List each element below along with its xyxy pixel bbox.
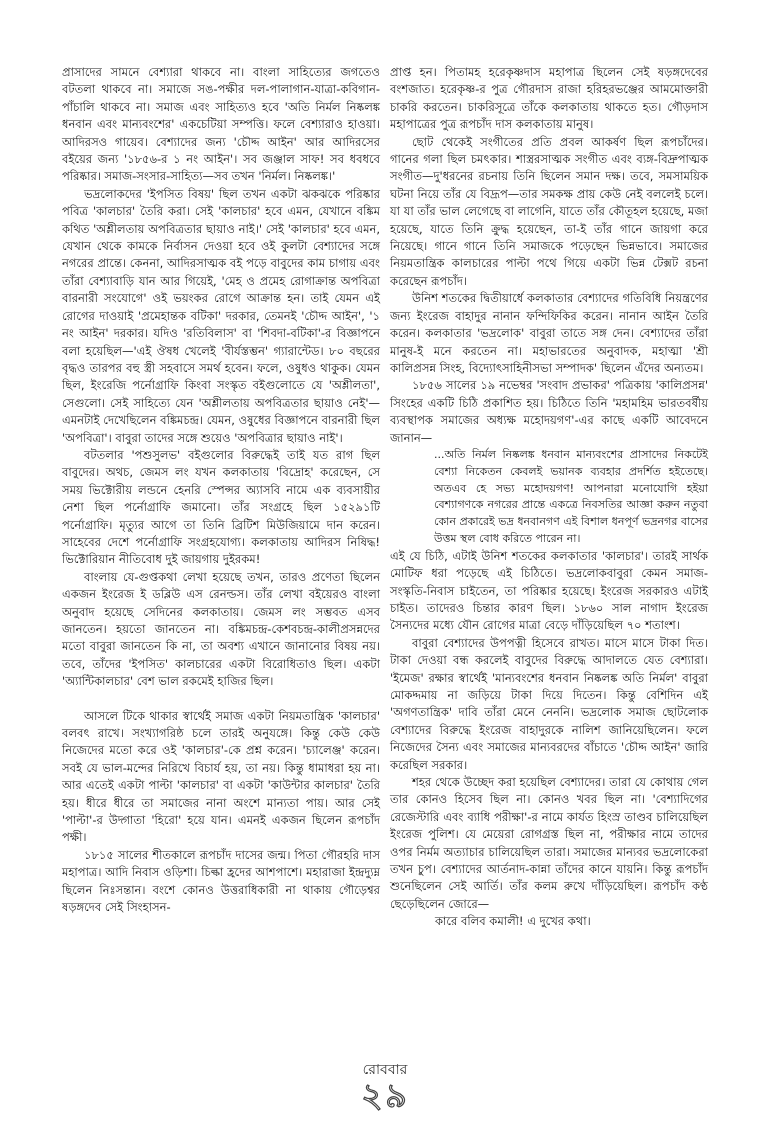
paragraph: প্রাপ্ত হন। পিতামহ হরেকৃষ্ণদাস মহাপাত্র ছিলেন সেই ষড়ঙ্গদেবের বংশজাত। হরেকৃষ্ণ-র পুত্র গৌরদাস রাজা হরিহরভঞ্জের আমমোক্তারী চাকরি করতেন। চাকরিসূত্রে তাঁকে কলকাতায় থাকতে হত। গৌড়দাস মহাপাত্রের পুত্র রূপচাঁদ দাস কলকাতায় মানুষ। bbox=[390, 65, 708, 132]
paragraph: আসলে টিকে থাকার স্বার্থেই সমাজ একটা নিয়মতান্ত্রিক 'কালচার' বলবৎ রাখে। সংখ্যাগরিষ্ঠ চলে তারই অনুযঙ্গে। কিন্তু কেউ কেউ নিজেদের মতো করে ওই 'কালচার'-কে প্রশ্ন করেন। 'চ্যালেঞ্জ' করেন। সবই যে ভাল-মন্দের নিরিখে বিচার্য হয়, তা নয়। কিন্তু ধামাধরা হয় না। আর এতেই একটা পাল্টা 'কালচার' বা একটা 'কাউন্টার কালচার' তৈরি হয়। ধীরে ধীরে তা সমাজের নানা অংশে মান্যতা পায়। আর সেই 'পাল্টা'-র উদ্গাতা 'হিরো' হয়ে যান। এমনই একজন ছিলেন রূপচাঁদ পক্ষী। bbox=[62, 708, 380, 845]
article-column-left bbox=[62, 64, 380, 917]
verse-line: কারে বলিব কমালী! এ দুখের কথা। bbox=[435, 914, 591, 929]
paragraph: এই যে চিঠি, এটাই উনিশ শতকের কলকাতার 'কালচার'। তারই সার্থক মোটিফ ধরা পড়েছে এই চিঠিতে। ভদ্রলোকবাবুরা কেমন সমাজ-সংস্কৃতি-নিবাস চাইতেন, তা পরিষ্কার হয়েছে। ইংরেজ সরকারও এটাই চাইত। তাদেরও চিন্তার কারণ ছিল। ১৮৬০ সাল নাগাদ ইংরেজ সৈন্যদের মধ্যে যৌন রোগের মাত্রা বেড়ে দাঁড়িয়েছিল ৭০ শতাংশ। bbox=[390, 548, 708, 633]
paragraph: বাংলায় যে-গুপ্তকথা লেখা হয়েছে তখন, তারও প্রণেতা ছিলেন একজন ইংরেজ ই ডব্লিউ এস রেনল্ডস। তাঁর লেখা বইয়েরও বাংলা অনুবাদ হয়েছে সেদিনের কলকাতায়। জেমস লং সম্ভবত এসব জানতেন। হয়তো জানতেন না। বঙ্কিমচন্দ্র-কেশবচন্দ্র-কালীপ্রসন্নদের মতো বাবুরা জানতেন কি না, তা অবশ্য এখানে জানানোর বিষয় নয়। তবে, তাঁদের 'ইপসিত' কালচারের একটা বিরোধিতাও ছিল। একটা 'অ্যান্টিকালচার' বেশ ভাল রকমেই হাজির ছিল। bbox=[62, 569, 380, 689]
footer-label: রোববার bbox=[362, 1062, 408, 1078]
paragraph: শহর থেকে উচ্ছেদ করা হয়েছিল বেশ্যাদের। তারা যে কোথায় গেল তার কোনও হিসেব ছিল না। কোনও খবর ছিল না। 'বেশ্যাদিগের রেজেস্টারি এবং ব্যাধি পরীক্ষা'-র নামে কার্যত হিংস্র তাণ্ডব চালিয়েছিল ইংরেজ পুলিশ। যে মেয়েরা রোগগ্রস্ত ছিল না, পরীক্ষার নামে তাদের ওপর নির্মম অত্যাচার চালিয়েছিল তারা। সমাজের মান্যবর ভদ্রলোকেরা তখন চুপ। বেশ্যাদের আর্তনাদ-কান্না তাঁদের কানে যায়নি। কিন্তু রূপচাঁদ শুনেছিলেন সেই আর্তি। তাঁর কলম রুখে দাঁড়িয়েছিল। রূপচাঁদ কণ্ঠ ছেড়েছিলেন জোরে— bbox=[390, 775, 708, 911]
paragraph: বাবুরা বেশ্যাদের উপপত্নী হিসেবে রাখত। মাসে মাসে টাকা দিত। টাকা দেওয়া বন্ধ করলেই বাবুদের বিরুদ্ধে আদালতে যেত বেশ্যারা। 'ইমেজ' রক্ষার স্বার্থেই 'মান্যবংশের ধনবান নিষ্কলঙ্ক অতি নির্মল' বাবুরা মোকদ্দমায় না জড়িয়ে টাকা দিয়ে দিতেন। কিন্তু বেশিদিন এই 'অগণতান্ত্রিক' দাবি তাঁরা মেনে নেননি। ভদ্রলোক সমাজ ছোটলোক বেশ্যাদের বিরুদ্ধে ইংরেজ বাহাদুরকে নালিশ জানিয়েছিলেন। ফলে নিজেদের সৈন্য এবং সমাজের মান্যবরদের বাঁচাতে 'চৌদ্দ আইন' জারি করেছিল সরকার। bbox=[390, 635, 708, 772]
block-quote: ...অতি নির্মল নিষ্কলঙ্ক ধনবান মান্যবংশের প্রাসাদের নিকটেই বেশ্যা নিকেতন কেবলই ভয়ানক ব্যবহার প্রদর্শিত হইতেছে। অতএব হে সভ্য মহোদয়গণ! আপনারা মনোযোগি হইয়া বেশ্যাগণকে নগরের প্রান্তে একত্রে নিবসতির আজ্ঞা করুন নতুবা কোন প্রকারেই ভদ্র ধনবানগণ এই বিশাল ধনপূর্ণ ভদ্রনগর বাসের উত্তম স্থল বোধ করিতে পারেন না। bbox=[434, 447, 708, 545]
paragraph: ১৮১৫ সালের শীতকালে রূপচাঁদ দাসের জন্ম। পিতা গৌরহরি দাস মহাপাত্র। আদি নিবাস ওড়িশা। চিল্কা হ্রদের আশপাশে। মহারাজা ইন্দ্রদ্যুম্ন ছিলেন নিঃসন্তান। বংশে কোনও উত্তরাধিকারী না থাকায় গৌড়েশ্বর ষড়ঙ্গদেব সেই সিংহাসন- bbox=[62, 847, 380, 915]
article-column-right bbox=[390, 64, 708, 931]
paragraph: ছোট থেকেই সংগীতের প্রতি প্রবল আকর্ষণ ছিল রূপচাঁদের। গানের গলা ছিল চমৎকার। শাস্ত্ররসাত্মক সংগীত এবং ব্যঙ্গ-বিদ্রুপাত্মক সংগীত—দু'ধরনের রচনায় তিনি ছিলেন সমান দক্ষ। তবে, সমসাময়িক ঘটনা নিয়ে তাঁর যে বিদ্রূপ—তার সমকক্ষ প্রায় কেউ নেই বললেই চলে। যা যা তাঁর ভাল লেগেছে বা লাগেনি, যাতে তাঁর কৌতূহল হয়েছে, মজা হয়েছে, যাতে তিনি ক্রুদ্ধ হয়েছেন, তা-ই তাঁর গানে জায়গা করে নিয়েছে। গানে গানে তিনি সমাজকে পড়েছেন ভিন্নভাবে। সমাজের নিয়মতান্ত্রিক কালচারের পাল্টা পথে গিয়ে একটা ভিন্ন টেক্সট রচনা করেছেন রূপচাঁদ। bbox=[390, 134, 708, 288]
paragraph: প্রাসাদের সামনে বেশ্যারা থাকবে না। বাংলা সাহিত্যের জগতেও বটতলা থাকবে না। সমাজে সঙ-পক্ষীর দল-পালাগান-যাত্রা-কবিগান-পাঁচালি থাকবে না। সমাজ এবং সাহিত্যও হবে 'অতি নির্মল নিষ্কলঙ্ক ধনবান এবং মান্যবংশের' একচেটিয়া সম্পত্তি। ফলে বেশ্যারাও হাওয়া। আদিরসও গায়েব। বেশ্যাদের জন্য 'চৌদ্দ আইন' আর আদিরসের বইয়ের জন্য '১৮৫৬-র ১ নং আইন'। সব জঞ্জাল সাফ! সব ধবধবে পরিষ্কার। সমাজ-সংসার-সাহিত্য—সব তখন 'নির্মল। নিষ্কলঙ্ক।' bbox=[62, 65, 380, 184]
paragraph: ১৮৫৬ সালের ১৯ নভেম্বর 'সংবাদ প্রভাকর' পত্রিকায় 'কালিপ্রসন্ন' সিংহের একটি চিঠি প্রকাশিত হয়। চিঠিতে তিনি 'মহামহিম ভারতবর্ষীয় ব্যবস্থাপক সমাজের অধ্যক্ষ মহোদয়গণ'-এর কাছে একটি আবেদনে জানান— bbox=[390, 378, 708, 445]
paragraph: বটতলার 'পশুসুলভ' বইগুলোর বিরুদ্ধেই তাই যত রাগ ছিল বাবুদের। অথচ, জেমস লং যখন কলকাতায় 'বিদ্রোহ' করেছেন, সে সময় ভিক্টোরীয় লন্ডনে হেনরি স্পেন্সর অ্যাসবি নামে এক ব্যবসায়ীর নেশা ছিল পর্নোগ্রাফি জমানো। তাঁর সংগ্রহে ছিল ১৫২৯১টি পর্নোগ্রাফি। মৃত্যুর আগে তা তিনি ব্রিটিশ মিউজিয়ামে দান করেন। সাহেবের দেশে পর্নোগ্রাফি সংগ্রহযোগ্য। কলকাতায় আদিরস নিষিদ্ধ! ভিক্টোরিয়ান নীতিবোধ দুই জায়গায় দুইরকম! bbox=[62, 447, 380, 567]
paragraph: ভদ্রলোকদের 'ইপসিত বিষয়' ছিল তখন একটা ঝকঝকে পরিষ্কার পবিত্র 'কালচার' তৈরি করা। সেই 'কালচার' হবে এমন, যেখানে বঙ্কিম কথিত 'অশ্লীলতায় অপবিত্রতার ছায়াও নাই।' সেই 'কালচার' হবে এমন, যেখান থেকে কামকে নির্বাসন দেওয়া হবে ওই কুলটা বেশ্যাদের সঙ্গে নগরের প্রান্তে। কেননা, আদিরসাত্মক বই পড়ে বাবুদের কাম চাগায় এবং তাঁরা বেশ্যাবাড়ি যান আর গিয়েই, 'মেহ ও প্রমেহ রোগাক্রান্ত অপবিত্রা বারনারী সংযোগে' ওই ভয়ংকর রোগে আক্রান্ত হন। তাই যেমন এই রোগের দাওয়াই 'প্রমেহান্তক বটিকা' দরকার, তেমনই 'চৌদ্দ আইন', '১ নং আইন' দরকার। যদিও 'রতিবিলাস' বা 'শিবদা-বটিকা'-র বিজ্ঞাপনে বলা হয়েছিল—'এই ঔষধ খেলেই 'বীর্যস্তম্ভন' গ্যারান্টেড। ৮০ বছরের বৃদ্ধও তারপর বহু স্ত্রী সহবাসে সমর্থ হবেন। ফলে, ওষুধও থাকুক। যেমন ছিল, ইংরেজি পর্নোগ্রাফি কিংবা সংস্কৃত বইগুলোতে যে 'অশ্লীলতা', সেগুলো। সেই সাহিত্যে যেন 'অশ্লীলতায় অপবিত্রতার ছায়াও নেই'—এমনটাই দেখেছিলেন বঙ্কিমচন্দ্র। যেমন, ওষুধের বিজ্ঞাপনে বারনারী ছিল 'অপবিত্রা'। বাবুরা তাদের সঙ্গে শুয়েও 'অপবিত্রার ছায়াও নাই'। bbox=[62, 186, 380, 445]
paragraph: উনিশ শতকের দ্বিতীয়ার্ধে কলকাতার বেশ্যাদের গতিবিধি নিয়ন্ত্রণের জন্য ইংরেজ বাহাদুর নানান ফন্দিফিকির করেন। নানান আইন তৈরি করেন। কলকাতার 'ভদ্রলোক' বাবুরা তাতে সঙ্গ দেন। বেশ্যাদের তাঁরা মানুষ-ই মনে করতেন না। মহাভারতের অনুবাদক, মহাত্মা 'শ্রী কালিপ্রসন্ন সিংহ, বিদ্যোৎসাহিনীসভা সম্পাদক' ছিলেন এঁদের অন্যতম। bbox=[390, 291, 708, 375]
page-number: ২৯ bbox=[360, 1076, 410, 1116]
